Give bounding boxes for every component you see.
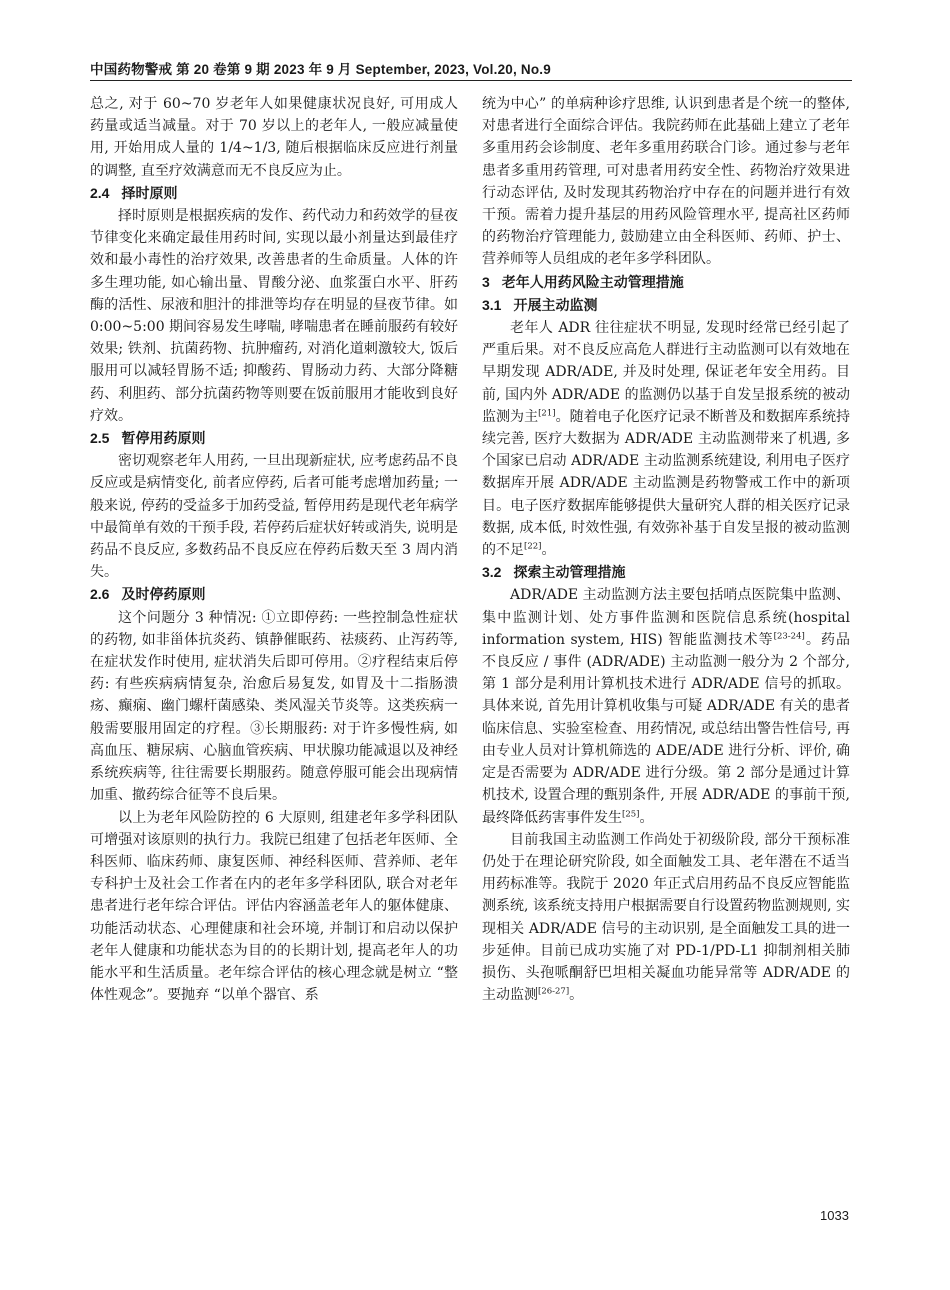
text-run: 。 <box>569 987 584 1004</box>
paragraph-timing-principle: 择时原则是根据疾病的发作、药代动力和药效学的昼夜节律变化来确定最佳用药时间, 实现以最小剂量达到最佳疗效和最小毒性的治疗效果, 改善患者的生命质量。人体的许多生理功能, 如心输出量、胃酸分泌、血浆蛋白水平、肝药酶的活性、尿液和胆汁的排泄等均存在明显的昼夜节律。如 0:00~5:00 期间容易发生哮喘, 哮喘患者在睡前服药有较好效果; 铁剂、抗菌药物、抗肿瘤药, 对消化道刺激较大, 饭后服用可以减轻胃肠不适; 抑酸药、胃肠动力药、大部分降糖药、利胆药、部分抗菌药物等则要在饭前服用才能收到良好疗效。 <box>90 208 458 424</box>
section-title: 择时原则 <box>121 185 178 202</box>
section-title: 探索主动管理措施 <box>513 565 626 582</box>
section-heading-3-1 <box>482 294 850 317</box>
section-number: 3 <box>482 273 490 290</box>
paragraph-hospital-practice <box>482 829 850 1007</box>
page-number: 1033 <box>820 1208 849 1223</box>
section-heading-2-6 <box>90 583 458 606</box>
section-title: 开展主动监测 <box>513 297 598 314</box>
paragraph-active-monitoring <box>482 317 850 561</box>
citation: [22] <box>524 541 542 552</box>
citation: [25] <box>622 808 640 819</box>
paragraph-elderly-dose: 总之, 对于 60~70 岁老年人如果健康状况良好, 可用成人药量或适当减量。对于 70 岁以上的老年人, 一般应减量使用, 开始用成人量的 1/4~1/3, 随后根据临床反应进行剂量的调整, 直至疗效满意而无不良反应为止。 <box>90 96 458 179</box>
section-heading-3-2 <box>482 561 850 584</box>
paragraph-monitoring-methods <box>482 584 850 828</box>
running-header: 中国药物警戒 第 20 卷第 9 期 2023 年 9 月 September, 2023, Vol.20, No.9 <box>90 62 551 77</box>
text-run: 。药品不良反应 / 事件 (ADR/ADE) 主动监测一般分为 2 个部分, 第 1 部分是利用计算机技术进行 ADR/ADE 信号的抓取。具体来说, 首先用计算机收集与可疑 ADR/ADE 有关的患者临床信息、实验室检查、用药情况, 或总结出警告性信号, 再由专业人员对计算机筛选的 ADE/ADE 进行分析、评价, 确定是否需要为 ADR/ADE 进行分级。第 2 部分是通过计算机技术, 设置合理的甄别条件, 开展 ADR/ADE 的事前干预, 最终降低药害事件发生 <box>482 631 851 826</box>
section-number: 2.6 <box>90 586 110 603</box>
section-title: 暂停用药原则 <box>121 431 206 448</box>
text-run: 。随着电子化医疗记录不断普及和数据库系统持续完善, 医疗大数据为 ADR/ADE 主动监测带来了机遇, 多个国家已启动 ADR/ADE 主动监测系统建设, 利用电子医疗数据库开展 ADR/ADE 主动监测是药物警戒工作中的新项目。电子医疗数据库能够提供大量研究人群的相关医疗记录数据, 成本低, 时效性强, 有效弥补基于自发呈报的被动监测的不足 <box>482 408 851 559</box>
section-heading-2-4 <box>90 182 458 205</box>
text-run: 老年人 ADR 往往症状不明显, 发现时经常已经引起了严重后果。对不良反应高危人群进行主动监测可以有效地在早期发现 ADR/ADE, 并及时处理, 保证老年安全用药。目前, 国内外 ADR/ADE 的监测仍以基于自发呈报系统的被动监测为主 <box>482 320 850 425</box>
paragraph-multidisciplinary-team: 以上为老年风险防控的 6 大原则, 组建老年多学科团队可增强对该原则的执行力。我院已组建了包括老年医师、全科医师、临床药师、康复医师、神经科医师、营养师、老年专科护士及社会工作者在内的老年多学科团队, 联合对老年患者进行老年综合评估。评估内容涵盖老年人的躯体健康、功能活动状态、心理健康和社会环境, 并制订和启动以保护老年人健康和功能状态为目的的长期计划, 提高老年人的功能水平和生活质量。老年综合评估的核心理念就是树立 “整体性观念”。要抛弃 “以单个器官、系 <box>90 809 458 1004</box>
section-number: 2.4 <box>90 184 110 201</box>
right-column <box>482 93 850 1006</box>
header-rule <box>90 80 852 81</box>
citation: [26-27] <box>538 986 570 997</box>
section-number: 3.2 <box>482 564 502 581</box>
section-title: 及时停药原则 <box>121 587 206 604</box>
text-run: 。 <box>639 809 654 826</box>
paragraph-continued: 统为中心” 的单病种诊疗思维, 认识到患者是个统一的整体, 对患者进行全面综合评估。我院药师在此基础上建立了老年多重用药会诊制度、老年多重用药联合门诊。通过参与老年患者多重用药管理, 可对患者用药安全性、药物治疗效果进行动态评估, 及时发现其药物治疗中存在的问题并进行有效干预。需着力提升基层的用药风险管理水平, 提高社区药师的药物治疗管理能力, 鼓励建立由全科医师、药师、护士、营养师等人员组成的老年多学科团队。 <box>482 96 850 268</box>
section-heading-3 <box>482 271 850 294</box>
text-run: ADR/ADE 主动监测方法主要包括哨点医院集中监测、集中监测计划、处方事件监测和医院信息系统(hospital information system, HIS) 智能监测技术等 <box>482 587 850 648</box>
text-run: 目前我国主动监测工作尚处于初级阶段, 部分干预标准仍处于在理论研究阶段, 如全面触发工具、老年潜在不适当用药标准等。我院于 2020 年正式启用药品不良反应智能监测系统, 该系统支持用户根据需要自行设置药物监测规则, 实现相关 ADR/ADE 信号的主动识别, 是全面触发工具的进一步延伸。目前已成功实施了对 PD-1/PD-L1 抑制剂相关肺损伤、头孢哌酮舒巴坦相关凝血功能异常等 ADR/ADE 的主动监测 <box>482 831 850 1004</box>
section-number: 2.5 <box>90 430 110 447</box>
section-title: 老年人用药风险主动管理措施 <box>501 274 684 291</box>
paragraph-pause-principle: 密切观察老年人用药, 一旦出现新症状, 应考虑药品不良反应或是病情变化, 前者应停药, 后者可能考虑增加药量; 一般来说, 停药的受益多于加药受益, 暂停用药是现代老年病学中最简单有效的干预手段, 若停药后症状好转或消失, 说明是药品不良反应, 多数药品不良反应在停药后数天至 3 周内消失。 <box>90 453 458 581</box>
section-number: 3.1 <box>482 296 502 313</box>
paragraph-stop-cases: 这个问题分 3 种情况: ①立即停药: 一些控制急性症状的药物, 如非甾体抗炎药、镇静催眠药、祛痰药、止泻药等, 在症状发作时使用, 症状消失后即可停用。②疗程结束后停药: 有些疾病病情复杂, 治愈后易复发, 如胃及十二指肠溃疡、癫痫、幽门螺杆菌感染、类风湿关节炎等。这类疾病一般需要服用固定的疗程。③长期服药: 对于许多慢性病, 如高血压、糖尿病、心脑血管疾病、甲状腺功能减退以及神经系统疾病等, 往往需要长期服药。随意停服可能会出现病情加重、撤药综合征等不良后果。 <box>90 609 458 804</box>
citation: [21] <box>538 408 556 419</box>
section-heading-2-5 <box>90 427 458 450</box>
text-run: 。 <box>541 542 556 559</box>
left-column <box>90 93 458 1006</box>
citation: [23-24] <box>773 631 805 642</box>
